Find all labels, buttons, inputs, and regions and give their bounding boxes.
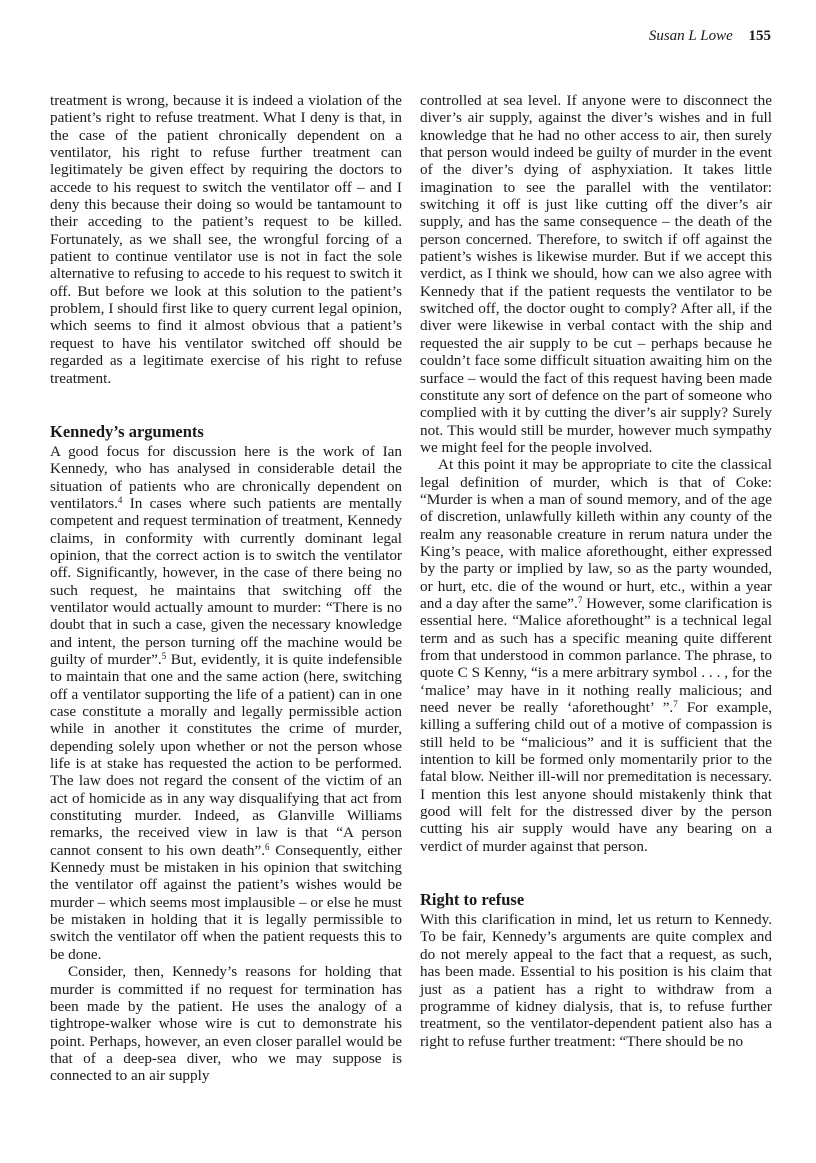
left-column: [50, 92, 402, 1085]
running-head-author: Susan L Lowe: [648, 28, 733, 44]
footnote-ref-6: 6: [265, 841, 270, 852]
footnote-ref-7: 7: [577, 594, 583, 605]
text-run: At this point it may be appropriate to cite the classical legal definition of murder, which is that of Coke: “Murder is when a man of sound memory, and of the age of discretion, unlawfully killeth within any county of the realm any reasonable creature in rerum natura under the King’s peace, with malice aforethought, either expressed by the party or implied by law, so as the party wounded, or hurt, etc. die of the wound or hurt, etc., within a year and a day after the same”.: [420, 456, 772, 612]
running-head: [649, 28, 771, 45]
text-run: A good focus for discussion here is the work of Ian Kennedy, who has analysed in considerable detail the situation of patients who are chronically dependent on ventilators.: [50, 442, 402, 512]
page-number: 155: [748, 28, 771, 44]
text-run: Consequently, either Kennedy must be mistaken in his opinion that switching the ventilator off against the patient’s wishes would be murder – which seems most implausible – or else he must be mistaken in holding that it is legally permissible to switch the ventilator off when the patient requests this to be done.: [50, 841, 403, 963]
paragraph-diver: controlled at sea level. If anyone were to disconnect the diver’s air supply, against the diver’s wishes and in full knowledge that he had no other access to air, then surely that person would indeed be guilty of murder in the event of the diver’s dying of asphyxiation. It takes little imagination to see the parallel with the ventilator: switching it off is just like cutting off the diver’s air supply, and has the same consequence – the death of the person concerned. Therefore, to switch if off against the patient’s wishes is likewise murder. But if we accept this verdict, as I think we should, how can we also agree with Kennedy that if the patient requests the ventilator to be switched off, the doctor ought to comply? After all, if the diver were likewise in verbal contact with the ship and requested the air supply to be cut – perhaps because he couldn’t face some difficult situation awaiting him on the surface – would the fact of this request having been made constitute any sort of defence on the part of someone who complied with it by cutting the diver’s air supply? Surely not. This would still be murder, however much sympathy we might feel for the people involved.: [420, 92, 772, 456]
paragraph-right-to-refuse: With this clarification in mind, let us return to Kennedy. To be fair, Kennedy’s arguments are quite complex and do not merely appeal to the fact that a request, as such, has been made. Essential to his position is his claim that just as a patient has a right to withdraw from a programme of kidney dialysis, that is, to refuse further treatment, so the ventilator-dependent patient also has a right to refuse further treatment: “There should be no: [420, 911, 772, 1050]
text-run: For example, killing a suffering child out of a motive of compassion is still held to be “malicious” and it is sufficient that the intention to kill be formed only momentarily prior to the fatal blow. Neither ill-will nor premeditation is necessary. I mention this lest anyone should mistakenly think that good will felt for the distressed diver by the person cutting his air supply would have any bearing on a verdict of murder against that person.: [420, 699, 772, 855]
paragraph-consider: Consider, then, Kennedy’s reasons for holding that murder is committed if no request for termination has been made by the patient. He uses the analogy of a tightrope-walker whose wire is cut to demonstrate his point. Perhaps, however, an even closer parallel would be that of a deep-sea diver, who we may suppose is connected to an air supply: [50, 963, 402, 1085]
section-heading-right-to-refuse: Right to refuse: [420, 890, 525, 910]
paragraph-kennedy-intro: [50, 443, 402, 963]
text-run: However, some clarification is essential here. “Malice aforethought” is a technical legal term and as such has a specific meaning quite different from that understood in common parlance. The phrase, to quote C S Kenny, “is a mere arbitrary symbol . . . , for the ‘malice’ may have in it nothing really malicious; and need never be really ‘aforethought’ ”.: [420, 594, 772, 717]
text-run: But, evidently, it is quite indefensible to maintain that one and the same action (here, switching off a ventilator supporting the life of a patient) can in one case constitute a morally and legally permissible action while in another it constitutes the crime of murder, depending solely upon whether or not the person whose life is at stake has requested the action to be performed. The law does not regard the consent of the victim of an act of homicide as in any way disqualifying that act from constituting murder. Indeed, as Glanville Williams remarks, the received view in law is that “A person cannot consent to his own death”.: [50, 650, 402, 859]
right-column: [420, 92, 772, 1050]
footnote-ref-5: 5: [161, 650, 167, 661]
footnote-ref-7b: 7: [673, 699, 678, 710]
paragraph-coke-definition: [420, 456, 772, 855]
paragraph-continuation: treatment is wrong, because it is indeed a violation of the patient’s right to refuse treatment. What I deny is that, in the case of the patient chronically dependent on a ventilator, his right to refuse further treatment can legitimately be given effect by requiring the doctors to accede to his request to switch the ventilator off – and I deny this because their doing so would be tantamount to their acceding to the patient’s request to be killed. Fortunately, as we shall see, the wrongful forcing of a patient to continue ventilator use is not in fact the sole alternative to refusing to accede to his request to switch it off. But before we look at this solution to the patient’s problem, I should first like to query current legal opinion, which seems to find it almost obvious that a patient’s request to have his ventilator switched off should be regarded as a legitimate exercise of his right to refuse treatment.: [50, 92, 402, 387]
section-heading-kennedys-arguments: Kennedy’s arguments: [50, 421, 204, 441]
footnote-ref-4: 4: [117, 494, 123, 505]
text-run: In cases where such patients are mentally competent and request termination of treatment, Kennedy claims, in conformity with currently dominant legal opinion, that the correct action is to switch the ventilator off. Significantly, however, in the case of there being no such request, he maintains that switching off the ventilator would actually amount to murder: “There is no doubt that in such a case, given the necessary knowledge and intent, the person turning off the machine would be guilty of murder”.: [50, 494, 402, 668]
